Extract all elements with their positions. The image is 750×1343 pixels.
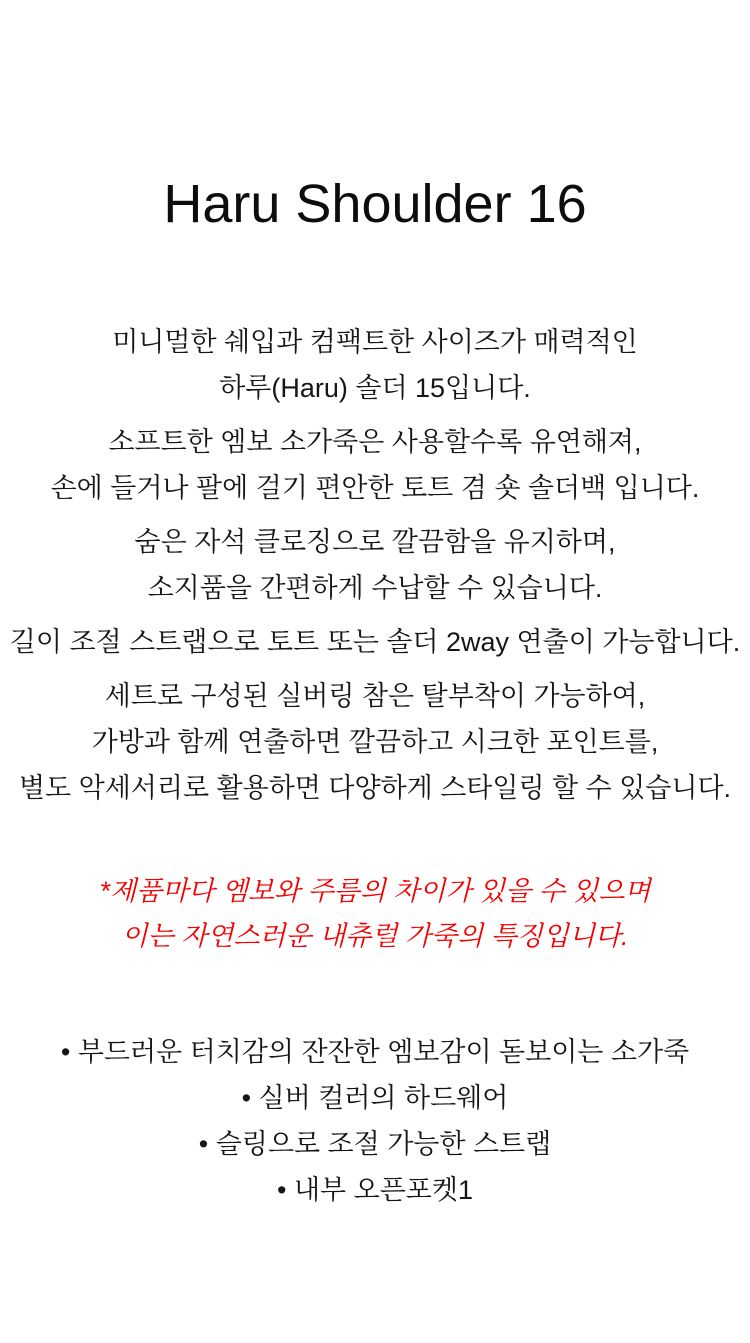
paragraph-line: 미니멀한 쉐입과 컴팩트한 사이즈가 매력적인	[112, 326, 638, 357]
notice-line: 이는 자연스러운 내츄럴 가죽의 특징입니다.	[121, 920, 629, 951]
feature-item: • 내부 오픈포켓1	[277, 1174, 473, 1205]
description-paragraph	[0, 519, 750, 611]
feature-list	[0, 1029, 750, 1213]
description-paragraphs	[0, 319, 750, 811]
paragraph-line: 하루(Haru) 솔더 15입니다.	[219, 372, 531, 403]
description-paragraph	[0, 319, 750, 411]
description-paragraph	[0, 673, 750, 811]
product-title: Haru Shoulder 16	[163, 174, 587, 234]
paragraph-line: 소프트한 엠보 소가죽은 사용할수록 유연해져,	[108, 426, 642, 457]
paragraph-line: 손에 들거나 팔에 걸기 편안한 토트 겸 숏 솔더백 입니다.	[50, 472, 700, 503]
paragraph-line: 세트로 구성된 실버링 참은 탈부착이 가능하여,	[104, 680, 646, 711]
paragraph-line: 별도 악세서리로 활용하면 다양하게 스타일링 할 수 있습니다.	[18, 772, 732, 803]
feature-item: • 부드러운 터치감의 잔잔한 엠보감이 돋보이는 소가죽	[60, 1036, 690, 1067]
paragraph-line: 길이 조절 스트랩으로 토트 또는 솔더 2way 연출이 가능합니다.	[9, 626, 741, 657]
description-paragraph	[0, 419, 750, 511]
feature-item: • 슬링으로 조절 가능한 스트랩	[198, 1128, 552, 1159]
feature-item: • 실버 컬러의 하드웨어	[241, 1082, 509, 1113]
paragraph-line: 가방과 함께 연출하면 깔끔하고 시크한 포인트를,	[91, 726, 659, 757]
description-paragraph	[0, 619, 750, 665]
paragraph-line: 숨은 자석 클로징으로 깔끔함을 유지하며,	[134, 526, 616, 557]
leather-notice	[0, 869, 750, 959]
paragraph-line: 소지품을 간편하게 수납할 수 있습니다.	[147, 572, 603, 603]
notice-line: *제품마다 엠보와 주름의 차이가 있을 수 있으며	[99, 875, 651, 906]
